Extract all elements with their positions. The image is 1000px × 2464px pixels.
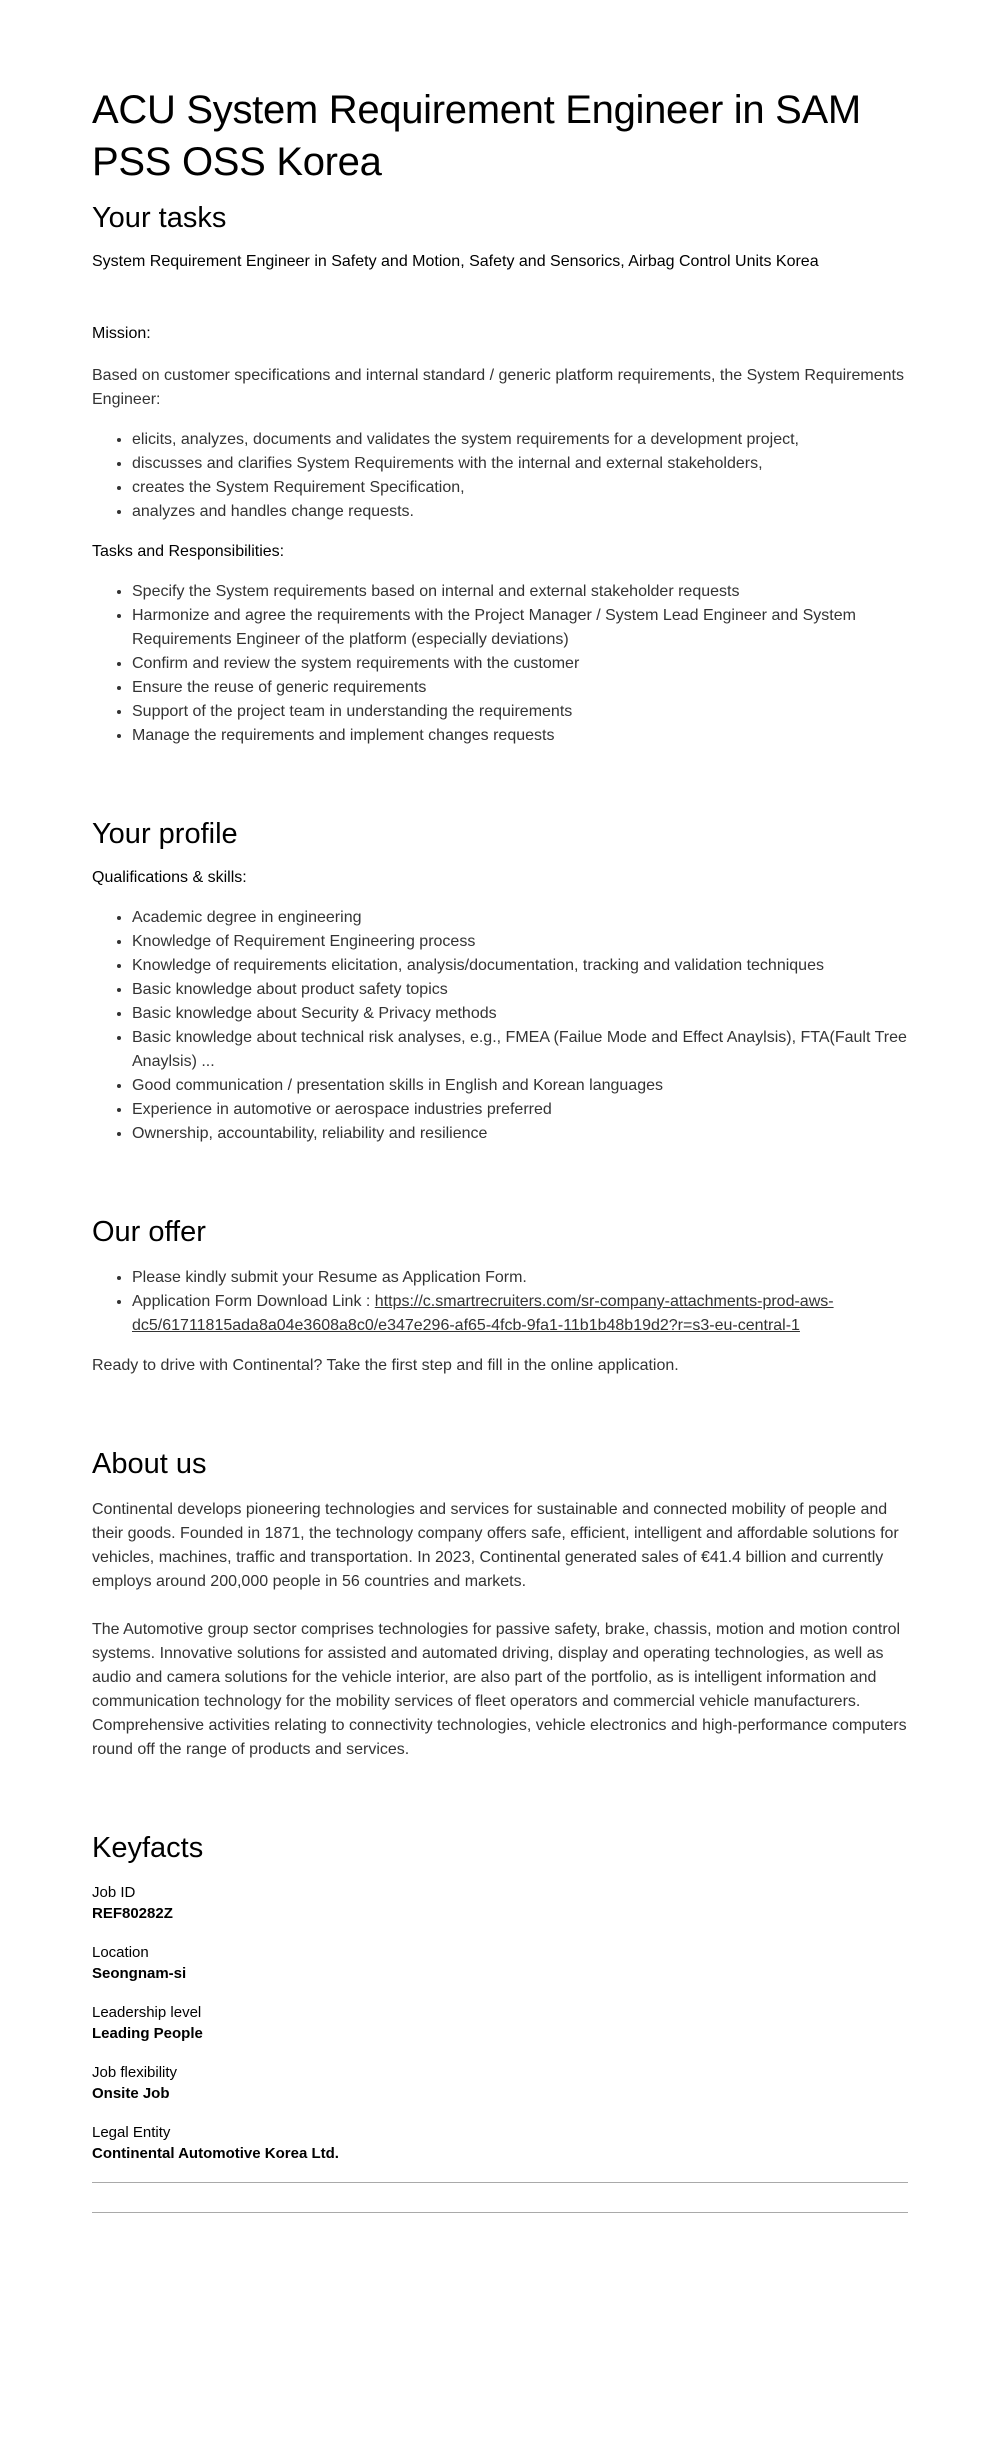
keyfact-job-id bbox=[92, 1882, 908, 1924]
offer-heading: Our offer bbox=[92, 1216, 206, 1248]
responsibilities-label: Tasks and Responsibilities: bbox=[92, 543, 285, 560]
keyfacts-section bbox=[92, 1830, 908, 2213]
divider bbox=[92, 2212, 908, 2213]
offer-closing: Ready to drive with Continental? Take the first step and fill in the online application. bbox=[92, 1357, 679, 1374]
list-item: • Basic knowledge about Security & Privacy methods bbox=[132, 1002, 908, 1026]
list-item: • Basic knowledge about technical risk analyses, e.g., FMEA (Failue Mode and Effect Anaylsis), FTA(Fault Tree Anaylsis) ... bbox=[132, 1026, 908, 1074]
keyfact-location bbox=[92, 1942, 908, 1984]
list-item: • Academic degree in engineering bbox=[132, 906, 908, 930]
mission-list bbox=[92, 428, 908, 524]
list-item: • Good communication / presentation skills in English and Korean languages bbox=[132, 1074, 908, 1098]
list-item: • Confirm and review the system requirements with the customer bbox=[132, 652, 908, 676]
list-item: • Please kindly submit your Resume as Application Form. bbox=[132, 1266, 908, 1290]
list-item: • Basic knowledge about product safety topics bbox=[132, 978, 908, 1002]
keyfact-job-flexibility bbox=[92, 2062, 908, 2104]
list-item: • Experience in automotive or aerospace industries preferred bbox=[132, 1098, 908, 1122]
divider bbox=[92, 2182, 908, 2183]
keyfacts-heading: Keyfacts bbox=[92, 1832, 204, 1864]
offer-section bbox=[92, 1214, 908, 1378]
keyfact-label: Leadership level bbox=[92, 2004, 202, 2021]
mission-label: Mission: bbox=[92, 325, 151, 342]
about-heading: About us bbox=[92, 1448, 207, 1480]
keyfact-value: REF80282Z bbox=[92, 1905, 173, 1922]
list-item: • Manage the requirements and implement changes requests bbox=[132, 724, 908, 748]
list-item: • creates the System Requirement Specification, bbox=[132, 476, 908, 500]
tasks-heading: Your tasks bbox=[92, 202, 227, 234]
keyfact-value: Seongnam-si bbox=[92, 1965, 187, 1982]
keyfact-label: Job ID bbox=[92, 1884, 136, 1901]
mission-text: Based on customer specifications and internal standard / generic platform requirements, the System Requirements Engineer: bbox=[92, 367, 904, 408]
about-paragraph-2: The Automotive group sector comprises technologies for passive safety, brake, chassis, motion and motion control systems. Innovative solutions for assisted and automated driving, display and operating technologies, as well as audio and camera solutions for the vehicle interior, are also part of the portfolio, as is intelligent information and communication technology for the mobility services of fleet operators and commercial vehicle manufacturers. Comprehensive activities relating to connectivity technologies, vehicle electronics and high-performance computers round off the range of products and services. bbox=[92, 1621, 907, 1758]
list-item bbox=[132, 1290, 908, 1338]
about-paragraph-1: Continental develops pioneering technologies and services for sustainable and connected mobility of people and their goods. Founded in 1871, the technology company offers safe, efficient, intelligent and affordable solutions for vehicles, machines, traffic and transportation. In 2023, Continental generated sales of €41.4 billion and currently employs around 200,000 people in 56 countries and markets. bbox=[92, 1501, 899, 1590]
responsibilities-list bbox=[92, 580, 908, 748]
download-link-prefix: Application Form Download Link : bbox=[132, 1293, 375, 1310]
profile-heading: Your profile bbox=[92, 818, 238, 850]
list-item: • Harmonize and agree the requirements with the Project Manager / System Lead Engineer and System Requirements Engineer of the platform (especially deviations) bbox=[132, 604, 908, 652]
qualifications-list bbox=[92, 906, 908, 1146]
keyfact-leadership-level bbox=[92, 2002, 908, 2044]
keyfact-value: Onsite Job bbox=[92, 2085, 170, 2102]
keyfact-label: Job flexibility bbox=[92, 2064, 178, 2081]
list-item: • discusses and clarifies System Requirements with the internal and external stakeholders, bbox=[132, 452, 908, 476]
list-item: • analyzes and handles change requests. bbox=[132, 500, 908, 524]
offer-list bbox=[92, 1266, 908, 1338]
list-item: • Ownership, accountability, reliability and resilience bbox=[132, 1122, 908, 1146]
keyfact-label: Location bbox=[92, 1944, 149, 1961]
profile-section bbox=[92, 816, 908, 1146]
list-item: • Support of the project team in understanding the requirements bbox=[132, 700, 908, 724]
job-title: ACU System Requirement Engineer in SAM PSS OSS Korea bbox=[92, 88, 861, 184]
application-form-download-link[interactable]: https://c.smartrecruiters.com/sr-company-attachments-prod-aws-dc5/61711815ada8a04e3608a8c0/e347e296-af65-4fcb-9fa1-11b1b48b19d2?r=s3-eu-central-1 bbox=[132, 1293, 834, 1334]
list-item: • Ensure the reuse of generic requirements bbox=[132, 676, 908, 700]
list-item: • elicits, analyzes, documents and validates the system requirements for a development project, bbox=[132, 428, 908, 452]
keyfact-value: Continental Automotive Korea Ltd. bbox=[92, 2145, 339, 2162]
qualifications-label: Qualifications & skills: bbox=[92, 869, 247, 886]
list-item: • Specify the System requirements based on internal and external stakeholder requests bbox=[132, 580, 908, 604]
keyfact-value: Leading People bbox=[92, 2025, 203, 2042]
list-item: • Knowledge of requirements elicitation, analysis/documentation, tracking and validation techniques bbox=[132, 954, 908, 978]
tasks-section bbox=[92, 200, 908, 748]
keyfact-label: Legal Entity bbox=[92, 2124, 171, 2141]
keyfact-legal-entity bbox=[92, 2122, 908, 2164]
list-item: • Knowledge of Requirement Engineering process bbox=[132, 930, 908, 954]
about-section bbox=[92, 1446, 908, 1762]
tasks-intro: System Requirement Engineer in Safety and Motion, Safety and Sensorics, Airbag Control Units Korea bbox=[92, 253, 819, 270]
